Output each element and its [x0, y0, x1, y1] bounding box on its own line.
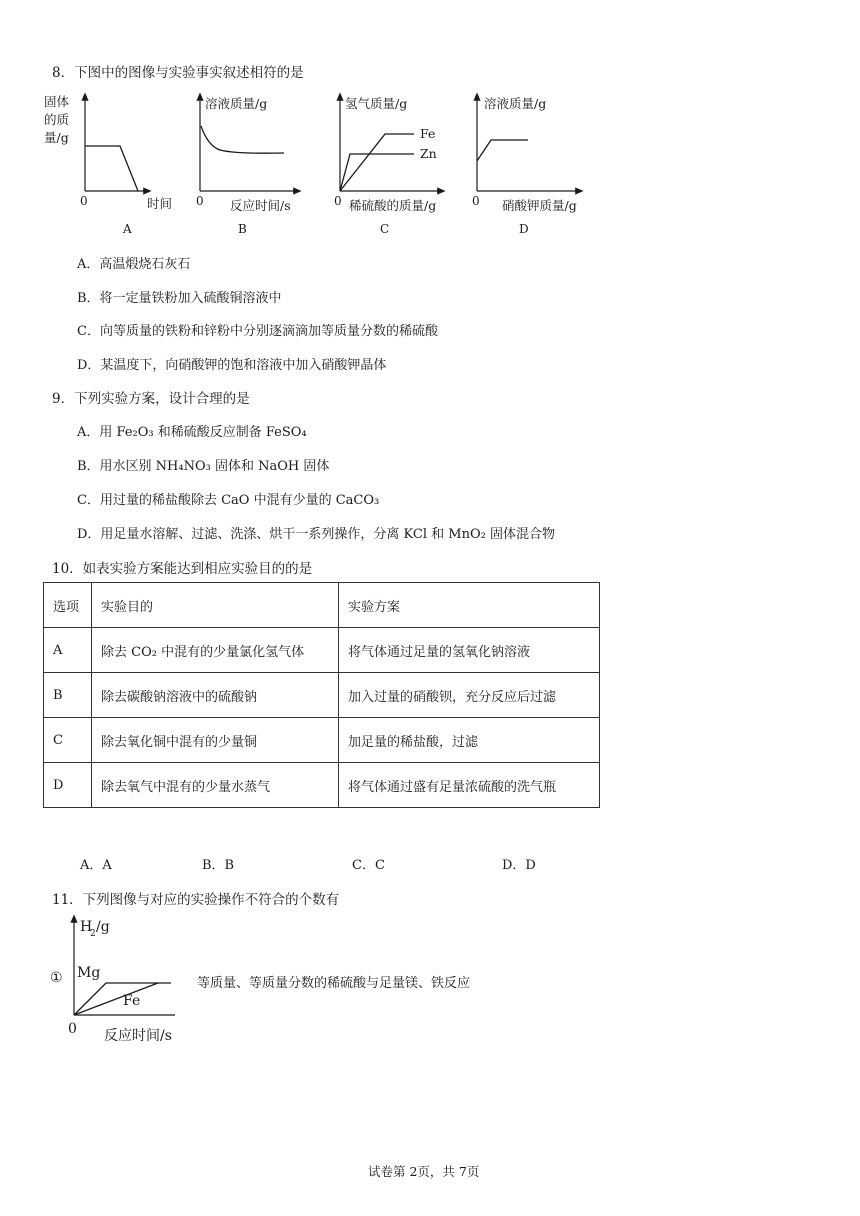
- table-row: [44, 718, 600, 763]
- table-row: [44, 673, 600, 718]
- graph-c-series-fe: Fe: [420, 126, 436, 141]
- table-row: [44, 628, 600, 673]
- row-a-option: A: [44, 628, 92, 673]
- page-footer: 试卷第 2页，共 7页: [368, 1164, 480, 1179]
- graph-a-origin: 0: [80, 194, 88, 208]
- graph-a: [44, 94, 172, 236]
- row-c-option: C: [44, 718, 92, 763]
- row-d-purpose: 除去氧气中混有的少量水蒸气: [92, 763, 339, 808]
- q11-ylabel-sub: 2: [90, 929, 96, 939]
- table-row: [44, 763, 600, 808]
- graph-a-caption: A: [123, 222, 132, 236]
- graph-c-zn-line: [340, 154, 414, 191]
- graph-c-origin: 0: [334, 194, 342, 208]
- graph-b-xlabel: 反应时间/s: [230, 198, 291, 213]
- q9-option-c[interactable]: C．用过量的稀盐酸除去 CaO 中混有少量的 CaCO₃: [77, 493, 380, 508]
- q8-stem: 8．下图中的图像与实验事实叙述相符的是: [52, 65, 304, 81]
- q9-option-b[interactable]: B．用水区别 NH₄NO₃ 固体和 NaOH 固体: [77, 459, 330, 474]
- header-option: 选项: [44, 583, 92, 628]
- graph-c-xlabel: 稀硫酸的质量/g: [349, 198, 437, 213]
- graph-c-caption: C: [380, 222, 390, 236]
- q8-option-b[interactable]: B．将一定量铁粉加入硫酸铜溶液中: [77, 291, 282, 306]
- graph-a-xlabel: 时间: [147, 196, 173, 211]
- q11-series-mg: Mg: [77, 965, 101, 981]
- graph-d: [472, 96, 580, 236]
- graph-c-ylabel: 氢气质量/g: [345, 96, 408, 111]
- q11-xlabel: 反应时间/s: [104, 1028, 172, 1044]
- q11-origin: 0: [68, 1021, 77, 1037]
- q10-answer-c[interactable]: C．C: [352, 858, 385, 873]
- graph-d-origin: 0: [472, 194, 480, 208]
- graph-a-ylabel-1: 固体: [44, 94, 70, 109]
- q11-series-fe: Fe: [123, 993, 141, 1009]
- q10-answer-a[interactable]: A．A: [80, 858, 112, 873]
- graph-d-caption: D: [519, 222, 529, 236]
- q11-item1-description: 等质量、等质量分数的稀硫酸与足量镁、铁反应: [197, 976, 471, 991]
- row-a-purpose: 除去 CO₂ 中混有的少量氯化氢气体: [92, 628, 339, 673]
- graph-b-caption: B: [238, 222, 247, 236]
- graph-b-origin: 0: [196, 194, 204, 208]
- q11-ylabel-h: H: [80, 919, 93, 935]
- graph-a-ylabel-3: 量/g: [44, 130, 69, 145]
- q11-fe-line: [74, 983, 158, 1015]
- row-b-plan: 加入过量的硝酸钡，充分反应后过滤: [339, 673, 600, 718]
- row-b-purpose: 除去碳酸钠溶液中的硫酸钠: [92, 673, 339, 718]
- q10-table: [43, 582, 600, 808]
- q8-graphs: [40, 88, 600, 240]
- q11-ylabel-unit: /g: [96, 919, 110, 935]
- graph-b: [196, 96, 298, 236]
- graph-d-curve: [477, 140, 528, 161]
- graph-a-ylabel-2: 的质: [44, 112, 70, 127]
- q9-option-d[interactable]: D．用足量水溶解、过滤、洗涤、烘干一系列操作，分离 KCl 和 MnO₂ 固体混合物: [77, 527, 555, 542]
- row-d-option: D: [44, 763, 92, 808]
- q10-answer-b[interactable]: B．B: [202, 858, 235, 873]
- header-purpose: 实验目的: [92, 583, 339, 628]
- q10-answer-d[interactable]: D．D: [502, 858, 536, 873]
- graph-a-curve: [85, 146, 138, 191]
- q8-option-d[interactable]: D．某温度下，向硝酸钾的饱和溶液中加入硝酸钾晶体: [77, 358, 387, 373]
- row-a-plan: 将气体通过足量的氢氧化钠溶液: [339, 628, 600, 673]
- graph-b-ylabel: 溶液质量/g: [205, 96, 268, 111]
- header-plan: 实验方案: [339, 583, 600, 628]
- row-b-option: B: [44, 673, 92, 718]
- graph-c: [334, 96, 442, 236]
- q9-stem: 9．下列实验方案，设计合理的是: [52, 391, 250, 407]
- q10-stem: 10．如表实验方案能达到相应实验目的的是: [52, 561, 313, 577]
- q8-option-a[interactable]: A．高温煅烧石灰石: [77, 257, 191, 272]
- q9-option-a[interactable]: A．用 Fe₂O₃ 和稀硫酸反应制备 FeSO₄: [77, 425, 307, 440]
- table-header-row: [44, 583, 600, 628]
- graph-d-ylabel: 溶液质量/g: [484, 96, 547, 111]
- q8-option-c[interactable]: C．向等质量的铁粉和锌粉中分别逐滴滴加等质量分数的稀硫酸: [77, 324, 438, 339]
- graph-b-curve: [201, 126, 284, 153]
- row-c-purpose: 除去氧化铜中混有的少量铜: [92, 718, 339, 763]
- graph-d-xlabel: 硝酸钾质量/g: [502, 198, 577, 213]
- q11-item1-marker: ①: [50, 970, 63, 986]
- graph-c-series-zn: Zn: [420, 146, 437, 161]
- q11-item1-graph: [60, 910, 200, 1045]
- q11-stem: 11．下列图像与对应的实验操作不符合的个数有: [52, 892, 340, 908]
- row-c-plan: 加足量的稀盐酸，过滤: [339, 718, 600, 763]
- row-d-plan: 将气体通过盛有足量浓硫酸的洗气瓶: [339, 763, 600, 808]
- graph-c-fe-line: [340, 134, 414, 191]
